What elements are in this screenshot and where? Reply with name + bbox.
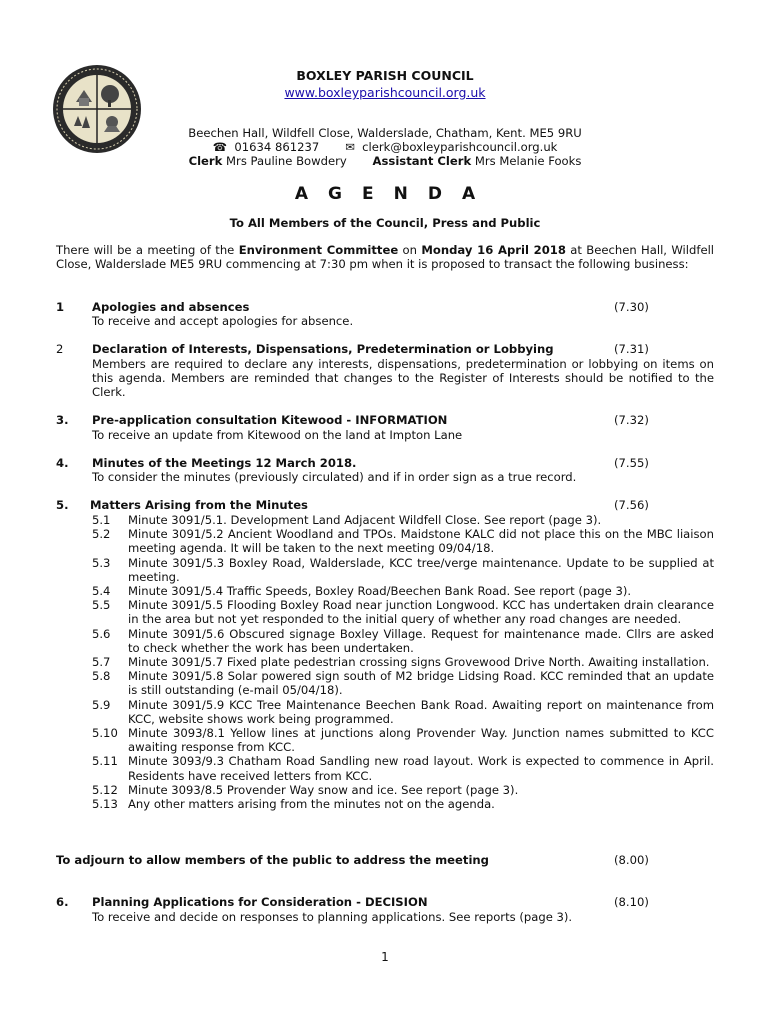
- envelope-icon: ✉: [345, 140, 355, 154]
- website-link[interactable]: www.boxleyparishcouncil.org.uk: [284, 85, 486, 100]
- list-item: [92, 669, 714, 697]
- meeting-date: Monday 16 April 2018: [421, 243, 566, 257]
- item-time: (7.55): [614, 456, 649, 470]
- matters-arising-list: [92, 513, 714, 811]
- item-title: Pre-application consultation Kitewood - INFORMATION: [92, 413, 448, 427]
- item-number: 5.: [56, 498, 69, 512]
- item-number: 3.: [56, 413, 69, 427]
- list-item: [92, 754, 714, 782]
- list-item: [92, 655, 714, 669]
- sub-number: 5.8: [92, 669, 111, 684]
- list-item: [92, 513, 714, 527]
- agenda-letter: A: [294, 184, 309, 204]
- sub-text: Minute 3091/5.4 Traffic Speeds, Boxley Road/Beechen Bank Road. See report (page 3).: [128, 584, 632, 599]
- sub-text: Minute 3091/5.3 Boxley Road, Walderslade, KCC tree/verge maintenance. Update to be supplied at meeting.: [128, 555, 714, 584]
- agenda-title: [0, 184, 770, 204]
- list-item: [92, 797, 714, 811]
- item-title: Planning Applications for Consideration - DECISION: [92, 895, 428, 909]
- clerk-name: Mrs Pauline Bowdery: [226, 154, 347, 168]
- list-item: [92, 527, 714, 555]
- item-time: (8.10): [614, 895, 649, 909]
- intro-paragraph: [56, 243, 714, 271]
- sub-text: Minute 3091/5.6 Obscured signage Boxley Village. Request for maintenance made. Cllrs are asked to check whether the work has been undertaken.: [128, 626, 714, 655]
- contact-line: [0, 140, 770, 154]
- list-item: [92, 556, 714, 584]
- sub-number: 5.5: [92, 598, 111, 613]
- item-body: To receive and accept apologies for absence.: [92, 314, 354, 328]
- sub-text: Minute 3091/5.8 Solar powered sign south of M2 bridge Lidsing Road. KCC reminded that an update is still outstanding (e-mail 05/04/18).: [128, 669, 714, 698]
- sub-number: 5.4: [92, 584, 111, 599]
- intro-text: There will be a meeting of the: [56, 243, 239, 257]
- agenda-subtitle: To All Members of the Council, Press and Public: [229, 216, 541, 230]
- item-time: (7.56): [614, 498, 649, 512]
- sub-number: 5.12: [92, 782, 118, 797]
- list-item: [92, 584, 714, 598]
- sub-text: Minute 3093/9.3 Chatham Road Sandling new road layout. Work is expected to commence in April. Residents have received letters from KCC.: [128, 754, 714, 783]
- clerk-label: Clerk: [188, 154, 223, 168]
- intro-text: at Beechen Hall, Wildfell Close, Walderslade ME5 9RU commencing at 7:30 pm when it is proposed to transact the following business:: [56, 243, 715, 272]
- sub-text: Minute 3091/5.5 Flooding Boxley Road near junction Longwood. KCC has undertaken drain clearance in the area but not yet responded to the initial query of whether any road changes are needed.: [128, 598, 714, 627]
- item-title: Matters Arising from the Minutes: [90, 498, 308, 512]
- sub-number: 5.10: [92, 726, 118, 741]
- sub-text: Minute 3093/8.5 Provender Way snow and ice. See report (page 3).: [128, 782, 519, 797]
- item-title: Apologies and absences: [92, 300, 250, 314]
- item-time: (7.31): [614, 342, 649, 356]
- item-number: 1: [56, 300, 65, 314]
- list-item: [92, 726, 714, 754]
- list-item: [92, 598, 714, 626]
- phone-number: 01634 861237: [234, 140, 320, 154]
- item-body: To receive an update from Kitewood on the land at Impton Lane: [92, 428, 463, 442]
- item-number: 4.: [56, 456, 69, 470]
- item-body: Members are required to declare any interests, dispensations, predetermination or lobbying on items on this agenda. Members are reminded that changes to the Register of Interests should be notified to the Clerk.: [92, 357, 714, 400]
- agenda-letter: N: [393, 184, 408, 204]
- committee-name: Environment Committee: [238, 243, 399, 257]
- sub-number: 5.2: [92, 527, 111, 542]
- item-time: (7.30): [614, 300, 649, 314]
- adjourn-time: (8.00): [614, 853, 649, 867]
- council-name: BOXLEY PARISH COUNCIL: [296, 68, 474, 83]
- email-address: clerk@boxleyparishcouncil.org.uk: [362, 140, 558, 154]
- sub-number: 5.9: [92, 697, 111, 712]
- item-title: Minutes of the Meetings 12 March 2018.: [92, 456, 357, 470]
- intro-text: on: [398, 243, 422, 257]
- item-title: Declaration of Interests, Dispensations, Predetermination or Lobbying: [92, 342, 554, 356]
- item-body: To consider the minutes (previously circulated) and if in order sign as a true record.: [92, 470, 577, 484]
- page-number: 1: [381, 950, 389, 964]
- sub-number: 5.1: [92, 513, 111, 527]
- item-number: 6.: [56, 895, 69, 909]
- list-item: [92, 698, 714, 726]
- item-time: (7.32): [614, 413, 649, 427]
- agenda-letter: E: [361, 184, 374, 204]
- sub-number: 5.11: [92, 754, 118, 769]
- assistant-clerk-name: Mrs Melanie Fooks: [474, 154, 582, 168]
- sub-text: Minute 3091/5.7 Fixed plate pedestrian crossing signs Grovewood Drive North. Awaiting installation.: [128, 655, 710, 670]
- sub-text: Minute 3091/5.2 Ancient Woodland and TPOs. Maidstone KALC did not place this on the MBC liaison meeting agenda. It will be taken to the next meeting 09/04/18.: [128, 527, 714, 556]
- sub-text: Minute 3093/8.1 Yellow lines at junctions along Provender Way. Junction names submitted to KCC awaiting response from KCC.: [128, 726, 714, 755]
- agenda-letter: D: [427, 184, 442, 204]
- address: Beechen Hall, Wildfell Close, Walderslade, Chatham, Kent. ME5 9RU: [188, 126, 582, 140]
- agenda-letter: G: [328, 184, 342, 204]
- list-item: [92, 783, 714, 797]
- item-number: 2: [56, 342, 64, 356]
- sub-text: Minute 3091/5.9 KCC Tree Maintenance Beechen Bank Road. Awaiting report on maintenance from KCC, website shows work being programmed.: [128, 697, 714, 726]
- clerk-line: [0, 154, 770, 168]
- sub-text: Minute 3091/5.1. Development Land Adjacent Wildfell Close. See report (page 3).: [128, 513, 602, 527]
- assistant-clerk-label: Assistant Clerk: [372, 154, 472, 168]
- sub-text: Any other matters arising from the minutes not on the agenda.: [128, 797, 495, 812]
- item-body: To receive and decide on responses to planning applications. See reports (page 3).: [92, 910, 573, 924]
- agenda-letter: A: [461, 184, 476, 204]
- adjourn-text: To adjourn to allow members of the public to address the meeting: [56, 853, 489, 867]
- sub-number: 5.7: [92, 655, 111, 670]
- sub-number: 5.13: [92, 797, 118, 812]
- sub-number: 5.3: [92, 555, 111, 570]
- phone-icon: ☎: [212, 140, 228, 154]
- list-item: [92, 627, 714, 655]
- sub-number: 5.6: [92, 626, 111, 641]
